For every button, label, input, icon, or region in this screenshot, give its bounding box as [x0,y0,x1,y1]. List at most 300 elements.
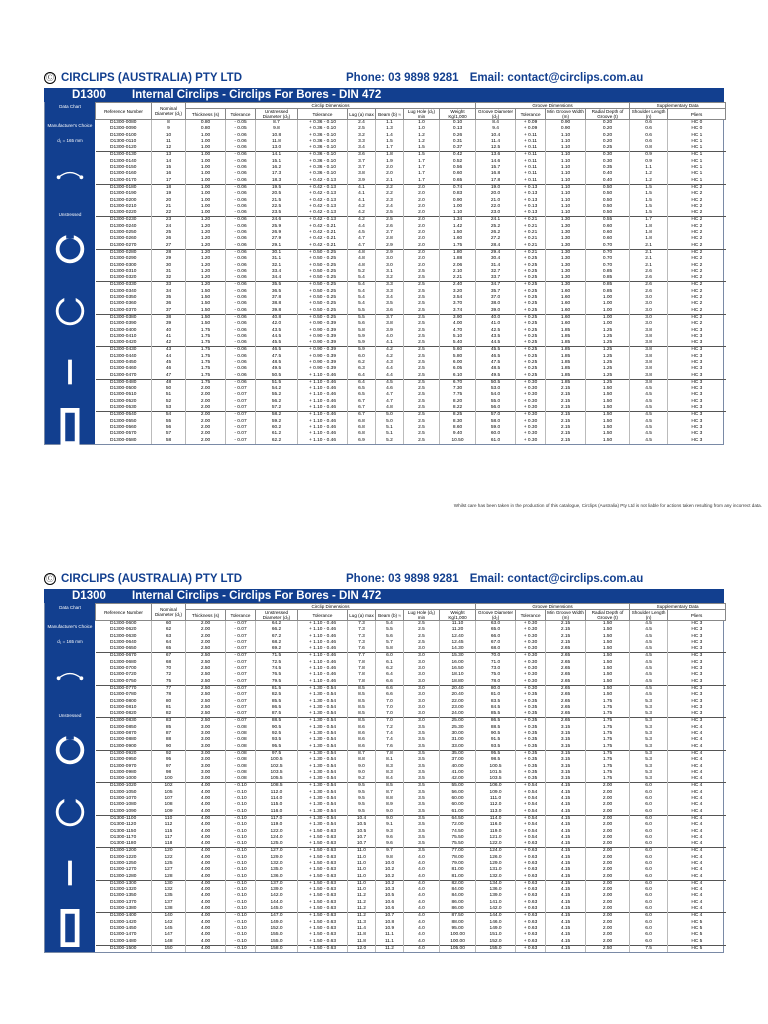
table-cell: D1300-0410 [110,333,137,339]
table-cell: 6.4 [348,373,376,380]
table-cell: HC 4 [668,790,726,796]
table-cell: 7.3 [348,627,376,633]
table-cell: 55.0 [476,399,516,405]
table-cell: D1300-1400 [96,913,152,920]
table-cell: 1.50 [586,660,630,666]
table-cell: + 0.36 - 0.10 [298,171,348,177]
table-cell: HC 2 [668,289,726,295]
table-cell: + 0.25 [516,289,546,295]
table-cell: 117 [152,835,186,841]
table-cell: 6.0 [630,893,668,899]
table-cell: HC 1 [668,178,726,185]
table-cell: 3.0 [404,718,440,725]
table-cell: 1.00 [186,139,226,145]
table-cell: 126.0 [476,855,516,861]
table-cell: 4.15 [546,829,586,835]
table-cell: 2.5 [348,126,376,132]
table-row [96,210,726,217]
table-cell: 4.15 [546,790,586,796]
table-cell: + 1.50 - 0.63 [298,945,348,952]
table-cell: 1.75 [586,718,630,725]
table-cell: 60.2 [256,425,298,431]
table-cell: 23.0 [476,210,516,217]
table-cell: 1.20 [186,224,226,230]
table-cell: D1300-0620 [110,627,137,633]
col-header: Beam (b) ≈ [376,109,404,120]
table-cell: + 0.09 [516,126,546,132]
table-cell: 2.00 [586,835,630,841]
table-cell: 146.0 [476,920,516,926]
table-cell: + 1.30 - 0.54 [298,783,348,790]
table-cell: 2.00 [186,412,226,419]
table-cell: HC 2 [668,321,726,327]
table-cell: 121.0 [476,835,516,841]
table-cell: D1300-1500 [96,945,152,952]
table-cell: + 0.30 [516,386,546,392]
table-cell: 0.90 [546,126,586,132]
table-row [96,906,726,913]
table-cell: 2.6 [630,282,668,289]
table-cell: 86.5 [256,705,298,711]
table-cell: 2.1 [630,256,668,262]
table-cell: 3.5 [404,764,440,770]
table-cell: 6.8 [348,431,376,437]
table-cell: 3.15 [546,764,586,770]
table-cell: 50 [152,386,186,392]
table-cell: 7.0 [376,711,404,718]
table-cell: - 0.08 [226,770,256,776]
email-link[interactable]: Email: contact@circlips.com.au [469,72,644,84]
table-cell: 107 [152,796,186,802]
table-cell: 5.7 [376,640,404,646]
table-cell: 116.0 [256,809,298,816]
table-cell: - 0.06 [226,165,256,171]
table-cell: - 0.10 [226,835,256,841]
table-cell: + 0.25 [516,366,546,372]
table-cell: 3.15 [546,744,586,751]
table-cell: 103.5 [476,776,516,783]
table-cell: 0.55 [586,217,630,224]
table-cell: 43.5 [256,328,298,334]
table-cell: + 0.35 [516,737,546,743]
table-cell: - 0.06 [226,152,256,159]
table-cell: 1.5 [404,152,440,159]
table-cell: + 0.25 [516,340,546,347]
email-link[interactable]: Email: contact@circlips.com.au [469,573,644,585]
table-cell: 14.1 [256,152,298,159]
table-cell: HC 4 [668,815,726,822]
table-cell: 5.3 [630,737,668,743]
table-cell: - 0.05 [226,126,256,132]
table-cell: 63 [152,634,186,640]
table-cell: 2.6 [630,275,668,282]
table-cell: 152.0 [256,926,298,932]
table-cell: 0.10 [440,120,476,127]
table-cell: + 0.54 [516,790,546,796]
table-cell: 8.7 [376,790,404,796]
table-cell: 12.5 [476,145,516,152]
side-panel [45,603,95,952]
table-cell: 2.2 [376,184,404,191]
table-cell: 2.00 [186,405,226,412]
table-row [96,913,726,920]
table-cell: 134.0 [476,880,516,887]
table-cell: 149.0 [476,926,516,932]
table-cell: - 0.07 [226,438,256,444]
table-cell: 4.7 [376,392,404,398]
table-cell: 3.00 [186,750,226,757]
table-cell: - 0.10 [226,841,256,848]
table-cell: 4.5 [630,640,668,646]
table-cell: 7.75 [440,392,476,398]
table-cell: 127 [152,867,186,873]
table-cell: 4.7 [348,236,376,242]
table-cell: 5.5 [348,314,376,321]
table-cell: 1.00 [440,204,476,210]
company-name: CIRCLIPS (AUSTRALIA) PTY LTD [61,573,243,585]
table-cell: + 1.50 - 0.63 [298,841,348,848]
table-cell: 2.40 [440,282,476,289]
table-cell: 4.5 [630,621,668,628]
table-cell: - 0.10 [226,874,256,881]
table-cell: 132.0 [476,874,516,881]
table-cell: D1300-0780 [110,692,137,698]
table-cell: 43.5 [476,334,516,340]
table-cell: 1.30 [546,230,586,236]
table-cell: 1.50 [586,672,630,678]
col-header: Lug Hole (d₅) min [404,109,440,120]
table-cell: 2.00 [586,822,630,828]
table-cell: 42 [152,340,186,347]
table-cell: 6.0 [630,841,668,848]
table-cell: 0.8 [630,145,668,152]
table-cell: 2.50 [186,666,226,672]
table-cell: 122.0 [256,829,298,835]
table-cell: 6.9 [348,438,376,444]
table-cell: D1300-0510 [110,392,137,398]
table-cell: 5.3 [630,744,668,751]
table-cell: 140 [152,913,186,920]
table-cell: 5.4 [348,289,376,295]
table-cell: 2.8 [376,236,404,242]
table-row [96,874,726,881]
table-cell: + 0.25 [516,256,546,262]
table-cell: + 0.50 - 0.25 [298,282,348,289]
table-cell: + 0.63 [516,841,546,848]
table-cell: + 0.35 [516,757,546,763]
table-row [96,718,726,725]
table-cell: 53 [152,405,186,412]
table-cell: D1300-0210 [110,203,137,209]
table-cell: - 0.10 [226,809,256,816]
table-cell: 3.5 [404,815,440,822]
table-cell: 60.00 [440,796,476,802]
table-cell: 6.0 [630,848,668,855]
table-cell: + 0.35 [516,705,546,711]
table-cell: 105.00 [440,945,476,952]
table-cell: 37.0 [476,295,516,301]
table-cell: HC 3 [668,354,726,360]
table-cell: HC 4 [668,802,726,808]
table-cell: 13.0 [256,145,298,152]
table-cell: 2.50 [586,945,630,952]
table-cell: 11.2 [376,945,404,952]
table-cell: 1.50 [186,308,226,315]
table-cell: D1300-0630 [110,633,137,639]
circlip-section-icon [51,357,89,387]
table-cell: 77 [152,685,186,692]
table-cell: - 0.06 [226,210,256,217]
table-cell: HC 3 [668,373,726,380]
col-header: Groove Diameter (d₂) [476,610,516,621]
table-cell: 65 [152,646,186,653]
table-cell: + 1.10 - 0.46 [298,419,348,425]
table-cell: 0.50 [586,191,630,197]
table-cell: D1300-0180 [96,184,152,191]
table-cell: 3.4 [348,145,376,152]
table-cell: 2.65 [546,646,586,653]
table-cell: 11.3 [348,920,376,926]
table-cell: 10.2 [376,874,404,881]
table-cell: 2.65 [546,685,586,692]
table-cell: + 0.25 [516,314,546,321]
table-cell: 11.0 [348,874,376,881]
table-cell: 2.5 [404,438,440,444]
table-cell: 8.6 [348,725,376,731]
table-cell: 5.9 [348,334,376,340]
table-cell: 39.0 [476,308,516,315]
table-cell: 5.3 [630,711,668,718]
table-cell: 2.0 [376,165,404,171]
table-cell: - 0.07 [226,646,256,653]
table-cell: 4.4 [348,224,376,230]
table-cell: 67.2 [256,634,298,640]
table-cell: 4.15 [546,900,586,906]
circlip-profile-icon [51,164,89,202]
table-cell: 1.75 [186,379,226,386]
table-cell: 2.4 [348,120,376,127]
table-cell: - 0.07 [226,653,256,660]
table-cell: 1.75 [186,354,226,360]
table-cell: 1.50 [186,295,226,301]
table-cell: 4.00 [186,861,226,867]
table-cell: 5.9 [348,340,376,347]
table-cell: 28.4 [476,243,516,250]
table-cell: HC 2 [668,198,726,204]
table-cell: 2.5 [404,366,440,372]
table-cell: HC 3 [668,340,726,347]
table-cell: 4.5 [630,679,668,686]
table-cell: + 0.30 [516,660,546,666]
table-cell: 1.60 [546,314,586,321]
table-cell: - 0.07 [226,692,256,698]
table-cell: 49.5 [256,366,298,372]
table-cell: HC 3 [668,419,726,425]
table-cell: 9.5 [348,802,376,808]
table-cell: 0.52 [440,159,476,165]
table-cell: - 0.10 [226,893,256,899]
table-cell: - 0.06 [226,295,256,301]
table-cell: 11.20 [440,627,476,633]
table-cell: 4.15 [546,855,586,861]
table-cell: + 0.11 [516,133,546,139]
col-header: Lug (a) max [348,610,376,621]
table-cell: 81.00 [440,874,476,881]
table-cell: 4.15 [546,939,586,946]
table-cell: 90 [152,744,186,751]
diameter-note: d₁ = 165 mm [57,639,83,644]
table-cell: 1.7 [404,159,440,165]
table-cell: 8.8 [348,757,376,763]
table-cell: D1300-0100 [110,132,137,138]
company-name: CIRCLIPS (AUSTRALIA) PTY LTD [61,72,243,84]
table-cell: + 0.50 - 0.25 [298,295,348,301]
table-cell: 2.50 [186,699,226,705]
table-cell: 33 [152,282,186,289]
table-cell: D1300-0420 [110,340,137,346]
table-cell: 11.1 [376,932,404,938]
table-cell: + 0.30 [516,392,546,398]
table-cell: 3.0 [404,660,440,666]
table-cell: 6.0 [348,354,376,360]
table-cell: 28 [152,249,186,256]
table-cell: 75.50 [440,835,476,841]
table-cell: 36 [152,301,186,307]
table-row [96,405,726,412]
table-row [96,848,726,855]
table-cell: + 1.50 - 0.63 [298,920,348,926]
table-cell: - 0.07 [226,431,256,437]
table-cell: 4.00 [186,913,226,920]
table-cell: HC 2 [668,204,726,210]
table-cell: 151.0 [476,932,516,938]
table-cell: 21.5 [256,198,298,204]
table-cell: - 0.08 [226,744,256,751]
table-cell: 3.5 [404,744,440,751]
table-cell: D1300-1420 [110,919,137,925]
table-cell: 3.0 [404,679,440,686]
table-cell: 4.00 [186,822,226,828]
table-row [96,249,726,256]
table-cell: HC 4 [668,841,726,848]
group-header-circlip: Circlip Dimensions [186,604,476,610]
table-cell: 117.0 [256,815,298,822]
col-header: Tolerance [516,109,546,120]
table-cell: + 0.36 - 0.10 [298,120,348,127]
table-cell: HC 4 [668,725,726,731]
table-cell: 1.4 [376,133,404,139]
table-cell: - 0.07 [226,699,256,705]
table-cell: 4.0 [404,887,440,893]
table-cell: - 0.06 [226,191,256,197]
table-cell: 4.15 [546,926,586,932]
table-cell: + 0.30 [516,666,546,672]
table-cell: 2.5 [404,289,440,295]
table-cell: + 0.63 [516,906,546,913]
table-cell: 8.3 [376,764,404,770]
table-cell: 4.2 [376,354,404,360]
table-cell: + 1.50 - 0.63 [298,893,348,899]
table-cell: + 1.30 - 0.54 [298,790,348,796]
table-cell: - 0.08 [226,725,256,731]
table-cell: 60 [152,621,186,628]
table-cell: 1.20 [186,230,226,236]
table-cell: 8.6 [348,737,376,743]
table-cell: 7.7 [348,653,376,660]
table-cell: - 0.10 [226,939,256,946]
table-cell: - 0.08 [226,731,256,737]
table-cell: 37.00 [440,757,476,763]
table-cell: 57.0 [476,412,516,419]
table-cell: 1.0 [404,120,440,127]
table-cell: 90.5 [256,725,298,731]
table-cell: + 0.50 - 0.25 [298,308,348,315]
table-cell: + 0.90 - 0.39 [298,340,348,347]
table-cell: 15 [152,165,186,171]
table-cell: 4.00 [186,906,226,913]
table-cell: 0.90 [440,198,476,204]
table-cell: + 0.63 [516,939,546,946]
table-cell: 137.0 [256,880,298,887]
col-header: Tolerance [298,610,348,621]
table-cell: 9.8 [376,855,404,861]
table-cell: 1.20 [186,269,226,275]
table-cell: 5.3 [630,725,668,731]
table-cell: 6.2 [348,360,376,366]
table-cell: 3.9 [376,328,404,334]
table-cell: 3.0 [630,301,668,307]
table-cell: 92 [152,750,186,757]
table-cell: 4.00 [186,900,226,906]
table-cell: D1300-0310 [110,268,137,274]
table-cell: 1.75 [186,360,226,366]
table-cell: 6.70 [440,379,476,386]
table-cell: HC 4 [668,887,726,893]
table-cell: 3.00 [186,770,226,776]
table-cell: 1.50 [186,314,226,321]
table-cell: 88 [152,737,186,743]
table-cell: 136.0 [256,874,298,881]
table-cell: 11.0 [348,867,376,873]
table-cell: 9 [152,126,186,132]
table-cell: 45.5 [476,347,516,354]
table-cell: 1.34 [440,217,476,224]
table-cell: HC 2 [668,184,726,191]
table-cell: 84.5 [476,705,516,711]
table-cell: 48 [152,379,186,386]
table-cell: 67 [152,653,186,660]
table-cell: 0.40 [586,178,630,185]
table-cell: 55.2 [256,392,298,398]
table-cell: 10.2 [376,880,404,887]
table-cell: 20.40 [440,685,476,692]
table-cell: 9.0 [348,764,376,770]
table-cell: 1.85 [546,340,586,347]
table-cell: 82.00 [440,880,476,887]
table-cell: 135 [152,893,186,899]
table-cell: 1.75 [586,744,630,751]
table-cell: - 0.10 [226,848,256,855]
table-cell: 19.0 [476,184,516,191]
table-cell: 6.5 [348,392,376,398]
table-cell: 2.00 [186,392,226,398]
circlip-section-icon [51,858,89,888]
table-cell: 149.0 [256,920,298,926]
table-cell: + 0.30 [516,399,546,405]
table-cell: 85 [152,725,186,731]
table-cell: 1.5 [376,139,404,145]
table-cell: 120 [152,848,186,855]
